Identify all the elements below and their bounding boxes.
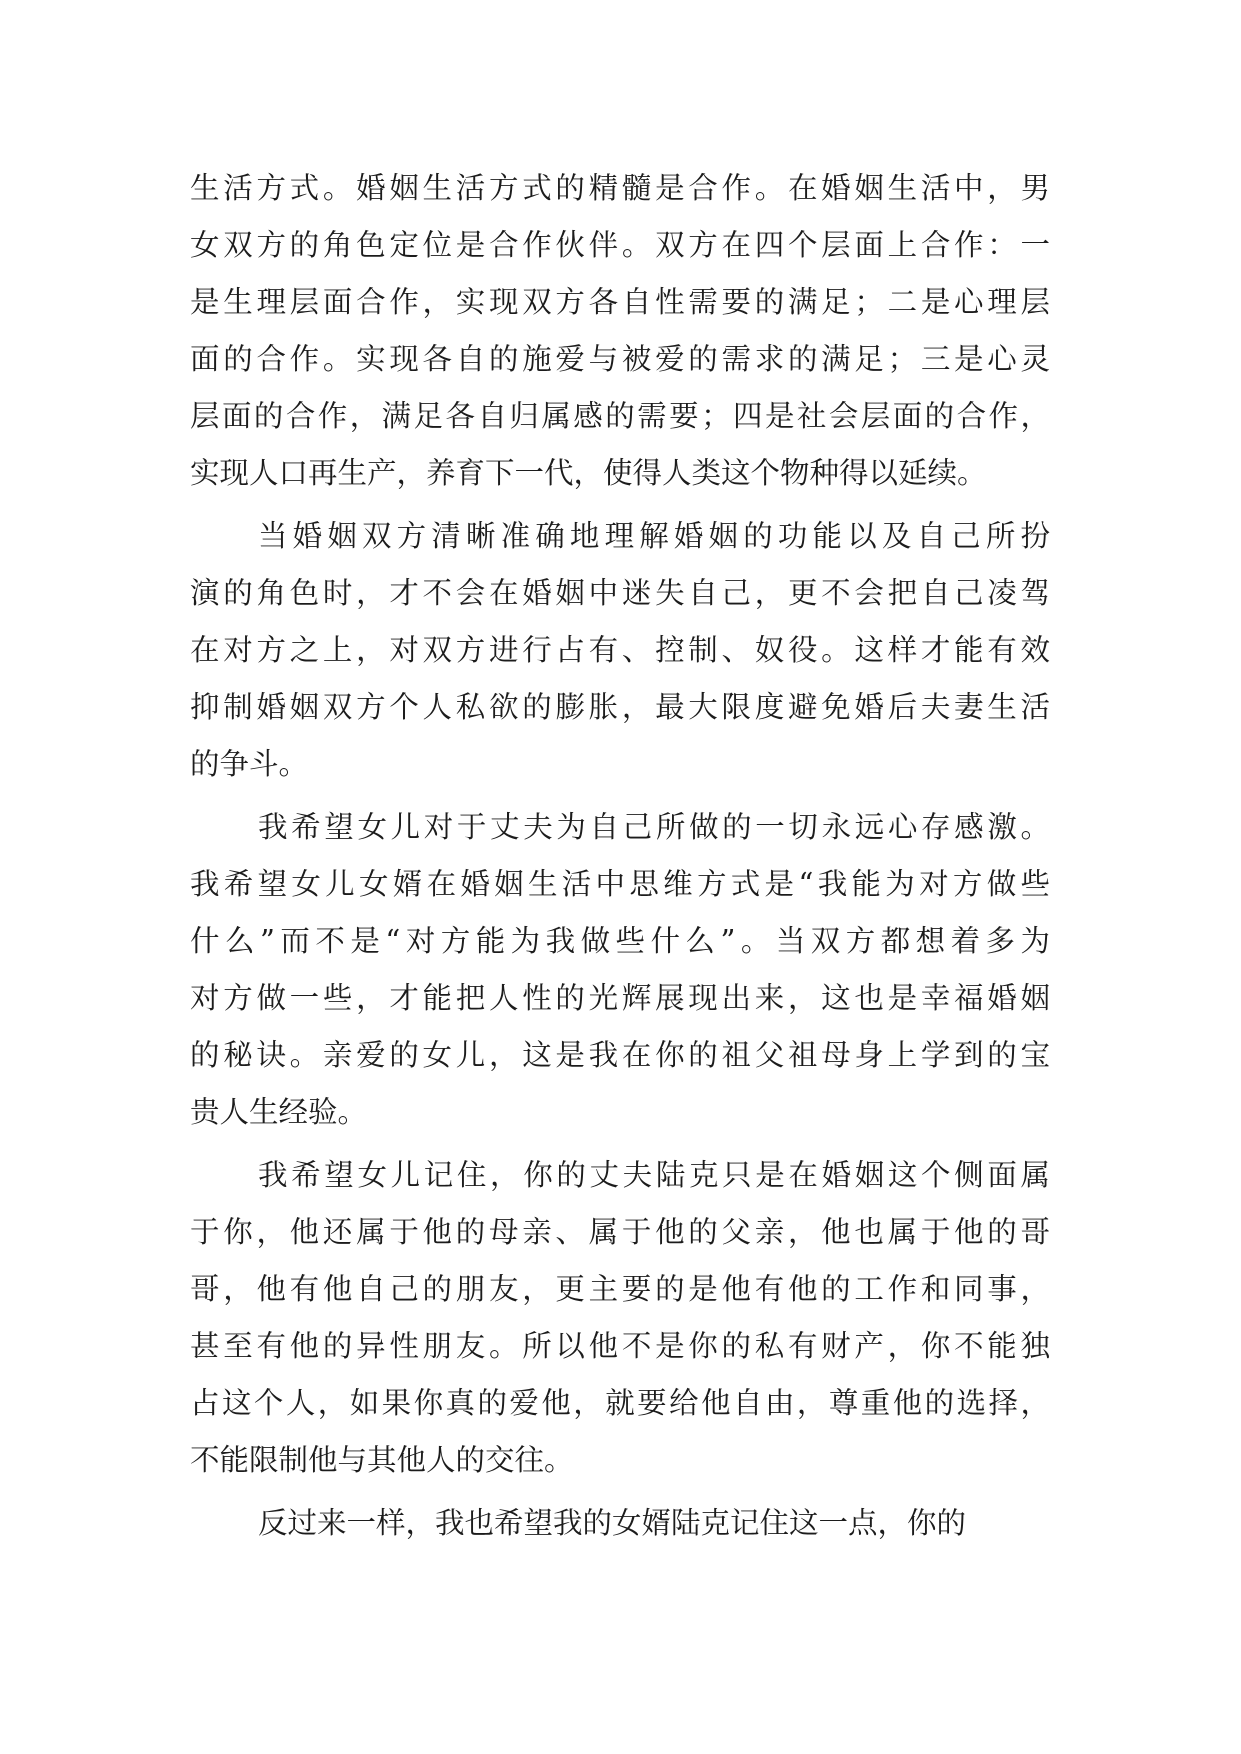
- text-line: 面的合作。实现各自的施爱与被爱的需求的满足；三是心灵: [190, 342, 1050, 376]
- text-line: 对方做一些，才能把人性的光辉展现出来，这也是幸福婚姻: [190, 981, 1050, 1015]
- text-line: 演的角色时，才不会在婚姻中迷失自己，更不会把自己凌驾: [190, 576, 1050, 610]
- text-line: 我希望女儿女婿在婚姻生活中思维方式是“我能为对方做些: [190, 867, 1050, 901]
- text-line: 贵人生经验。: [190, 1095, 368, 1129]
- text-line: 是生理层面合作，实现双方各自性需要的满足；二是心理层: [190, 285, 1050, 319]
- text-line: 占这个人，如果你真的爱他，就要给他自由，尊重他的选择，: [190, 1386, 1050, 1420]
- text-line: 什么”而不是“对方能为我做些什么”。当双方都想着多为: [190, 924, 1050, 958]
- text-line: 的秘诀。亲爱的女儿，这是我在你的祖父祖母身上学到的宝: [190, 1038, 1050, 1072]
- text-line: 于你，他还属于他的母亲、属于他的父亲，他也属于他的哥: [190, 1215, 1050, 1249]
- text-line: 抑制婚姻双方个人私欲的膨胀，最大限度避免婚后夫妻生活: [190, 690, 1050, 724]
- text-line: 实现人口再生产，养育下一代，使得人类这个物种得以延续。: [190, 456, 987, 490]
- text-line: 在对方之上，对双方进行占有、控制、奴役。这样才能有效: [190, 633, 1050, 667]
- text-line: 甚至有他的异性朋友。所以他不是你的私有财产，你不能独: [190, 1329, 1050, 1363]
- paragraph-4: [190, 1147, 1050, 1489]
- text-line: 我希望女儿对于丈夫为自己所做的一切永远心存感激。: [258, 810, 1050, 844]
- paragraph-1: [190, 160, 1050, 502]
- text-line: 当婚姻双方清晰准确地理解婚姻的功能以及自己所扮: [258, 519, 1050, 553]
- text-line: 生活方式。婚姻生活方式的精髓是合作。在婚姻生活中，男: [190, 171, 1050, 205]
- text-line: 女双方的角色定位是合作伙伴。双方在四个层面上合作：一: [190, 228, 1050, 262]
- paragraph-2: [190, 508, 1050, 793]
- paragraph-5: [190, 1495, 1050, 1552]
- paragraph-3: [190, 799, 1050, 1141]
- text-line: 哥，他有他自己的朋友，更主要的是他有他的工作和同事，: [190, 1272, 1050, 1306]
- text-line: 层面的合作，满足各自归属感的需要；四是社会层面的合作，: [190, 399, 1050, 433]
- text-line: 不能限制他与其他人的交往。: [190, 1443, 574, 1477]
- body-text: [190, 160, 1050, 1552]
- text-line: 反过来一样，我也希望我的女婿陆克记住这一点，你的: [258, 1506, 967, 1540]
- text-line: 的争斗。: [190, 747, 309, 781]
- text-line: 我希望女儿记住，你的丈夫陆克只是在婚姻这个侧面属: [258, 1158, 1050, 1192]
